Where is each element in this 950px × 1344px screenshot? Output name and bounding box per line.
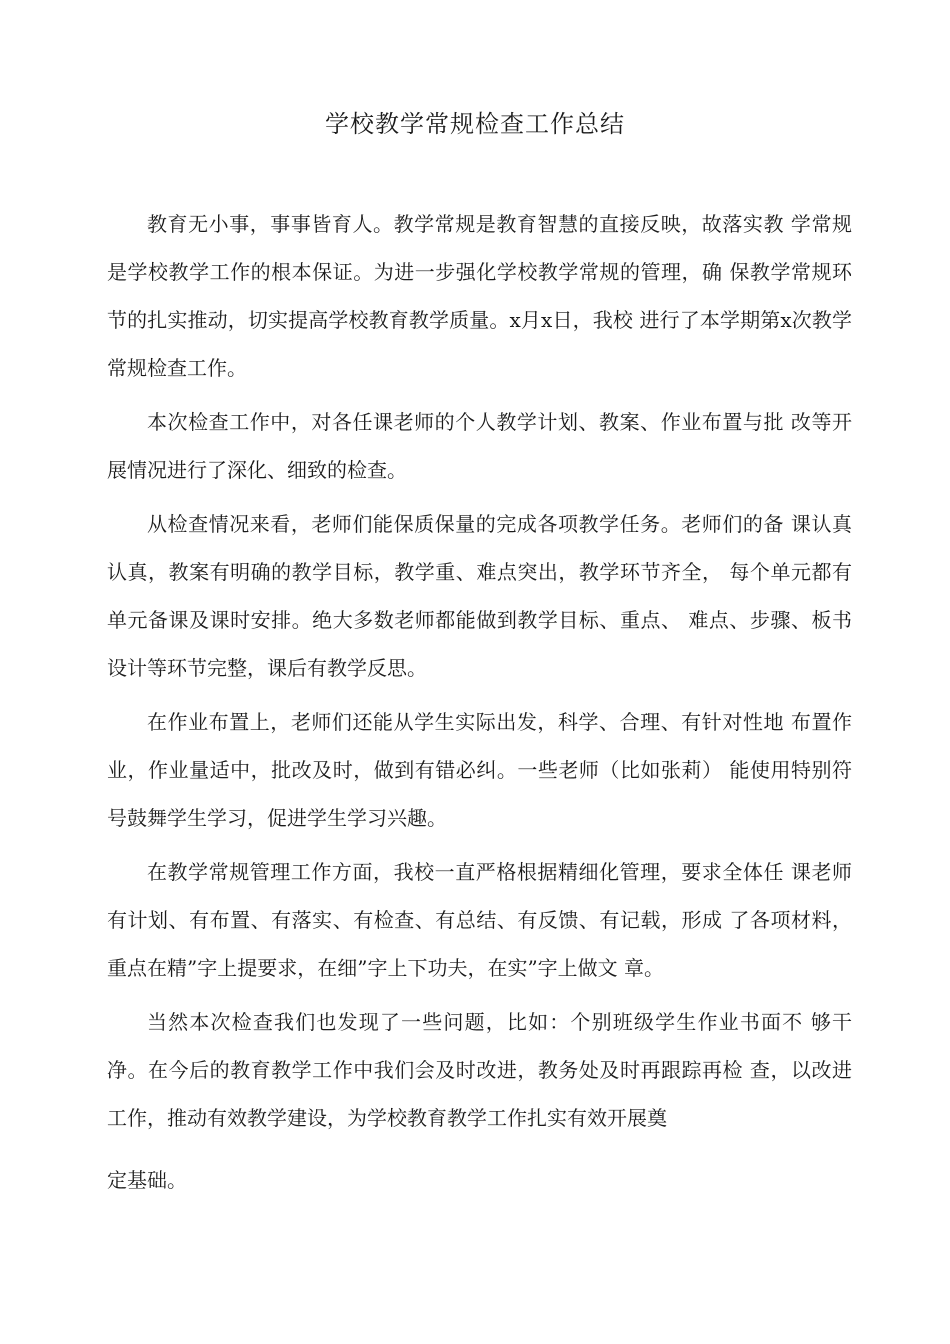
paragraph-issues: 当然本次检查我们也发现了一些问题，比如：个别班级学生作业书面不 够干净。在今后的教育教学工作中我们会及时改进，教务处及时再跟踪再检 查，以改进工作，推动有效教学建设，为学校教育教学工作扎实有效开展奠 (107, 1010, 852, 1130)
paragraph-findings: 从检查情况来看，老师们能保质保量的完成各项教学任务。老师们的备 课认真认真，教案有明确的教学目标，教学重、难点突出，教学环节齐全， 每个单元都有单元备课及课时安排。绝大多数老师都能做到教学目标、重点、 难点、步骤、板书设计等环节完整，课后有教学反思。 (107, 512, 852, 680)
paragraph-intro: 教育无小事，事事皆育人。教学常规是教育智慧的直接反映，故落实教 学常规是学校教学工作的根本保证。为进一步强化学校教学常规的管理，确 保教学常规环节的扎实推动，切实提高学校教育教学质量。x月x日，我校 进行了本学期第x次教学常规检查工作。 (107, 212, 852, 380)
paragraph-scope: 本次检查工作中，对各任课老师的个人教学计划、教案、作业布置与批 改等开展情况进行了深化、细致的检查。 (107, 410, 852, 482)
document-title: 学校教学常规检查工作总结 (325, 110, 625, 138)
paragraph-closing: 定基础。 (107, 1168, 187, 1192)
paragraph-management: 在教学常规管理工作方面，我校一直严格根据精细化管理，要求全体任 课老师有计划、有布置、有落实、有检查、有总结、有反馈、有记载，形成 了各项材料，重点在精”字上提要求，在细”字上下功夫，在实”字上做文 章。 (107, 860, 852, 980)
paragraph-homework: 在作业布置上，老师们还能从学生实际出发，科学、合理、有针对性地 布置作业，作业量适中，批改及时，做到有错必纠。一些老师（比如张莉） 能使用特别符号鼓舞学生学习，促进学生学习兴趣。 (107, 710, 852, 830)
document-body (107, 200, 852, 1204)
